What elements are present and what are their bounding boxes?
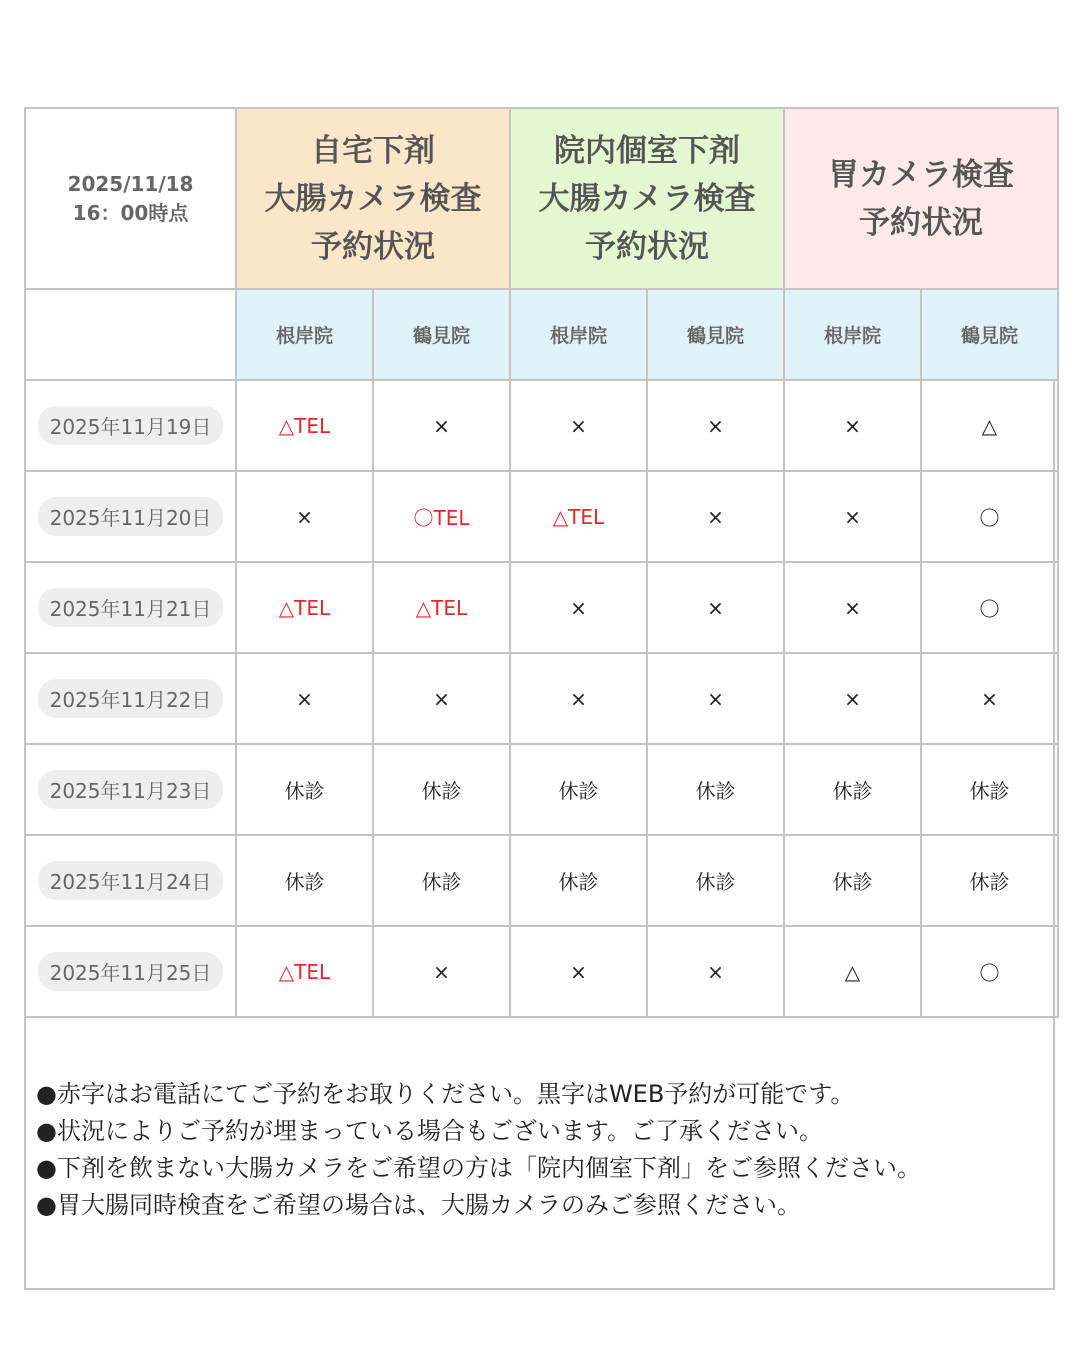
availability-cell: 休診 [236, 835, 373, 926]
availability-cell: × [647, 653, 784, 744]
date-cell [25, 926, 236, 1017]
date-cell [25, 562, 236, 653]
availability-cell: × [236, 471, 373, 562]
timestamp-cell [25, 108, 236, 289]
branch-negishi: 根岸院 [784, 289, 921, 380]
notes-section [36, 1076, 1046, 1224]
schedule-row [25, 471, 1058, 562]
date-cell [25, 744, 236, 835]
availability-cell: 〇TEL [373, 471, 510, 562]
availability-cell: △TEL [236, 926, 373, 1017]
header-line: 大腸カメラ検査 [538, 180, 756, 217]
date-label: 2025年11月19日 [38, 406, 224, 445]
availability-cell: 休診 [784, 835, 921, 926]
availability-cell: × [510, 380, 647, 471]
date-label: 2025年11月25日 [38, 952, 224, 991]
header-line: 予約状況 [585, 228, 709, 265]
availability-cell: × [510, 562, 647, 653]
availability-cell: 〇 [921, 471, 1058, 562]
branch-tsurumi: 鶴見院 [373, 289, 510, 380]
schedule-row [25, 380, 1058, 471]
header-gastroscopy [784, 108, 1058, 289]
schedule-row [25, 744, 1058, 835]
availability-cell: △TEL [236, 380, 373, 471]
branch-negishi: 根岸院 [236, 289, 373, 380]
availability-cell: 休診 [236, 744, 373, 835]
availability-cell: × [510, 926, 647, 1017]
availability-cell: × [647, 471, 784, 562]
branch-tsurumi: 鶴見院 [647, 289, 784, 380]
note-availability: ●状況によりご予約が埋まっている場合もございます。ご了承ください。 [36, 1117, 824, 1145]
availability-cell: × [236, 653, 373, 744]
availability-cell: △TEL [373, 562, 510, 653]
availability-cell: × [784, 471, 921, 562]
availability-cell: × [373, 653, 510, 744]
timestamp-time: 16：00時点 [72, 200, 189, 225]
header-line: 大腸カメラ検査 [264, 180, 482, 217]
availability-cell: × [784, 562, 921, 653]
availability-cell: 休診 [921, 835, 1058, 926]
reservation-table [24, 107, 1059, 1018]
empty-corner-cell [25, 289, 236, 380]
availability-cell: × [647, 562, 784, 653]
date-label: 2025年11月24日 [38, 861, 224, 900]
note-red-text: ●赤字はお電話にてご予約をお取りください。黒字はWEB予約が可能です。 [36, 1080, 855, 1108]
header-line: 予約状況 [859, 204, 983, 241]
header-private-room-laxative [510, 108, 784, 289]
availability-cell: 休診 [647, 744, 784, 835]
availability-cell: × [373, 380, 510, 471]
note-private-room: ●下剤を飲まない大腸カメラをご希望の方は「院内個室下剤」をご参照ください。 [36, 1154, 921, 1182]
date-label: 2025年11月22日 [38, 679, 224, 718]
availability-cell: × [647, 926, 784, 1017]
schedule-row [25, 926, 1058, 1017]
header-home-laxative [236, 108, 510, 289]
availability-cell: 休診 [647, 835, 784, 926]
availability-cell: 〇 [921, 562, 1058, 653]
schedule-row [25, 562, 1058, 653]
schedule-row [25, 835, 1058, 926]
note-simultaneous: ●胃大腸同時検査をご希望の場合は、大腸カメラのみご参照ください。 [36, 1191, 801, 1219]
date-cell [25, 653, 236, 744]
header-line: 自宅下剤 [311, 132, 435, 169]
availability-cell: × [784, 380, 921, 471]
availability-cell: △ [784, 926, 921, 1017]
branch-row [25, 289, 1058, 380]
date-label: 2025年11月21日 [38, 588, 224, 627]
availability-cell: × [510, 653, 647, 744]
header-row [25, 108, 1058, 289]
date-cell [25, 380, 236, 471]
availability-cell: 休診 [373, 744, 510, 835]
availability-cell: × [373, 926, 510, 1017]
availability-cell: × [784, 653, 921, 744]
availability-cell: 休診 [373, 835, 510, 926]
availability-cell: 休診 [510, 835, 647, 926]
availability-cell: 〇 [921, 926, 1058, 1017]
branch-tsurumi: 鶴見院 [921, 289, 1058, 380]
timestamp-date: 2025/11/18 [67, 171, 194, 196]
date-cell [25, 835, 236, 926]
date-cell [25, 471, 236, 562]
availability-cell: × [647, 380, 784, 471]
header-line: 院内個室下剤 [554, 132, 740, 169]
date-label: 2025年11月23日 [38, 770, 224, 809]
header-line: 予約状況 [311, 228, 435, 265]
availability-cell: × [921, 653, 1058, 744]
date-label: 2025年11月20日 [38, 497, 224, 536]
schedule-row [25, 653, 1058, 744]
availability-cell: △TEL [236, 562, 373, 653]
availability-cell: 休診 [784, 744, 921, 835]
branch-negishi: 根岸院 [510, 289, 647, 380]
availability-cell: 休診 [510, 744, 647, 835]
availability-cell: 休診 [921, 744, 1058, 835]
availability-cell: △TEL [510, 471, 647, 562]
availability-cell: △ [921, 380, 1058, 471]
header-line: 胃カメラ検査 [828, 156, 1014, 193]
